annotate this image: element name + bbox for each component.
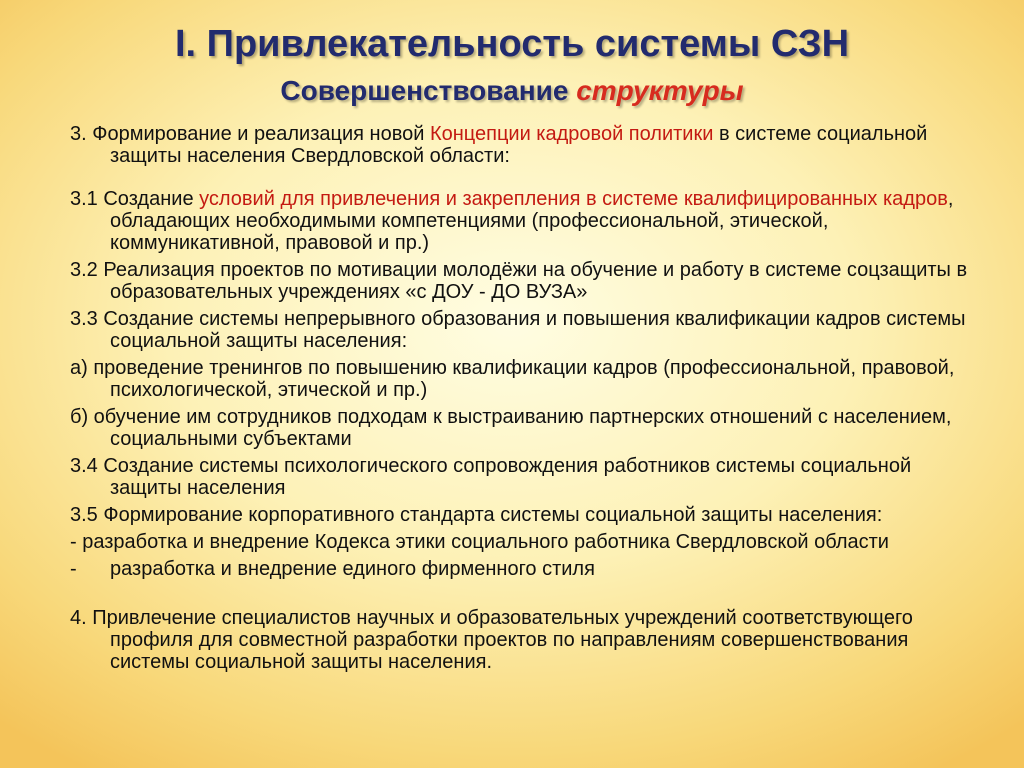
dash-bullet: - [70, 558, 77, 580]
dash-item-text: разработка и внедрение единого фирменного стиля [110, 558, 595, 580]
slide-title: I. Привлекательность системы СЗН [174, 23, 850, 65]
subtitle-main: Совершенствование [280, 75, 577, 106]
item-3 [70, 123, 985, 167]
item-3-3: 3.3 Создание системы непрерывного образования и повышения квалификации кадров системы социальной защиты населения: [70, 308, 966, 352]
subtitle-accent: структуры [576, 75, 744, 106]
slide-subtitle [0, 74, 1024, 108]
dash-item-code-of-ethics: - разработка и внедрение Кодекса этики социального работника Свердловской области [70, 531, 889, 553]
item-3-1-after: , обладающих необходимыми компетенциями (профессиональной, этической, коммуникативной, правовой и пр.) [110, 188, 954, 254]
item-3-1-before: 3.1 Создание [70, 188, 200, 210]
item-b: б) обучение им сотрудников подходам к выстраиванию партнерских отношений с населением, социальными субъектами [70, 406, 952, 450]
slide-body [70, 123, 985, 678]
item-3-1 [70, 188, 985, 254]
dash-item-corporate-style [70, 558, 985, 580]
item-a: а) проведение тренингов по повышению квалификации кадров (профессиональной, правовой, психологической, этической и пр.) [70, 357, 955, 401]
item-3-before: 3. Формирование и реализация новой [70, 123, 430, 145]
item-3-5: 3.5 Формирование корпоративного стандарта системы социальной защиты населения: [70, 504, 883, 526]
item-4: 4. Привлечение специалистов научных и образовательных учреждений соответствующего профиля для совместной разработки проектов по направлениям совершенствования системы социальной защиты населения. [70, 607, 913, 673]
item-3-4: 3.4 Создание системы психологического сопровождения работников системы социальной защиты населения [70, 455, 912, 499]
item-3-1-highlight: условий для привлечения и закрепления в системе квалифицированных кадров [199, 188, 948, 210]
item-3-highlight: Концепции кадровой политики [429, 123, 714, 145]
item-3-2: 3.2 Реализация проектов по мотивации молодёжи на обучение и работу в системе соцзащиты в образовательных учреждениях «с ДОУ - ДО ВУЗА» [70, 259, 968, 303]
item-3-after: в системе социальной защиты населения Свердловской области: [110, 123, 928, 167]
